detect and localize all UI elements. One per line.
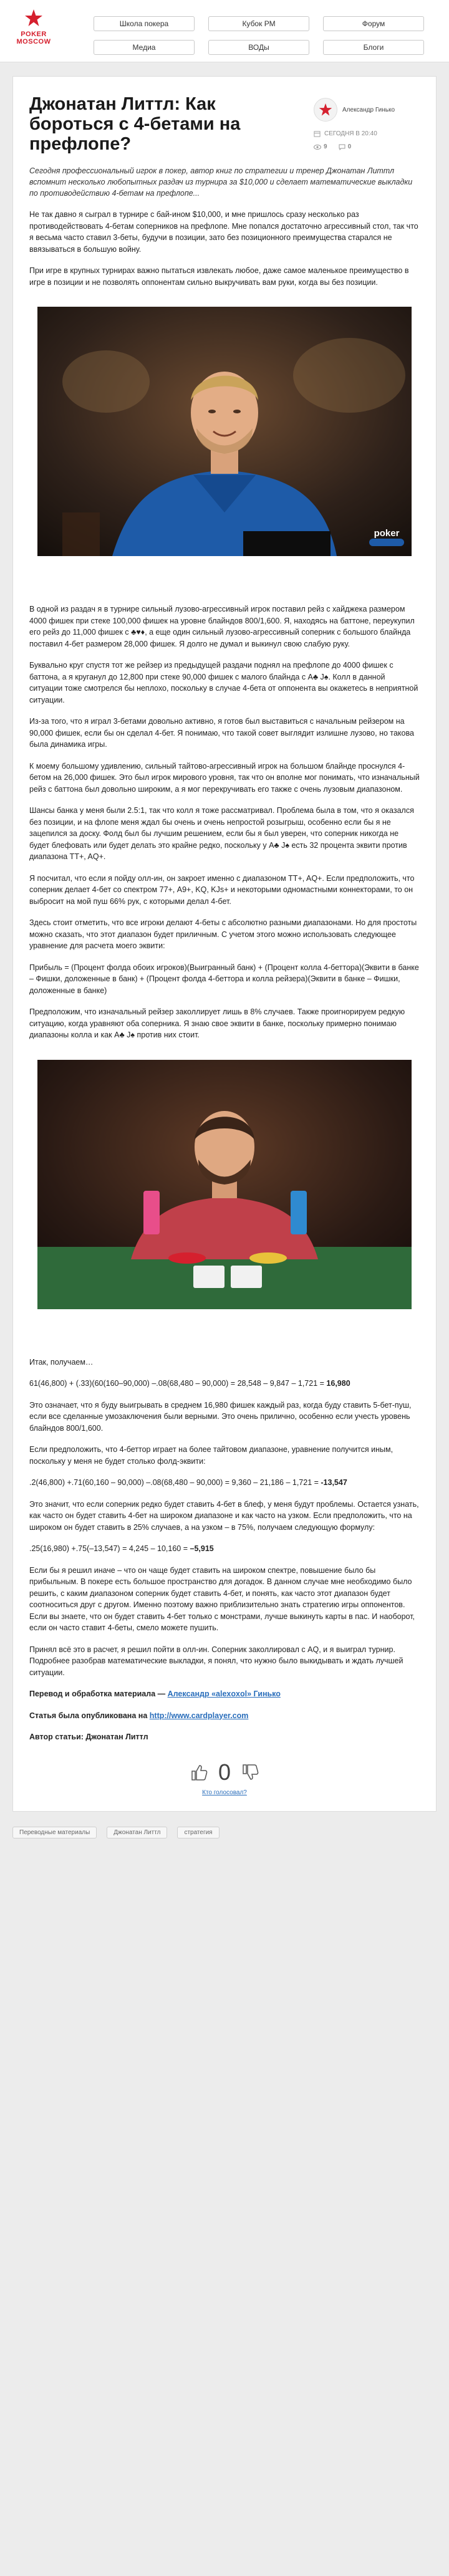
calendar-icon (314, 130, 321, 137)
credit-author: Автор статьи: Джонатан Литтл (29, 1733, 148, 1741)
formula-1-result: 16,980 (326, 1379, 350, 1388)
nav-cup[interactable]: Кубок РМ (208, 16, 309, 31)
cards-hand-4: A♣ J♠ (114, 1031, 135, 1039)
publish-date (314, 130, 420, 137)
nav-vods[interactable]: ВОДы (208, 40, 309, 55)
paragraph: К моему большому удивлению, сильный тайтово-агрессивный игрок на большом блайнде проснулся 4-бетом на 26,000 фишек. Это был игрок мирового уровня, так что он вполне мог понимать, что изначальный рейз с баттона был довольно широким, а я мог перекручивать его также с очень лузовым диапазоном. (29, 761, 420, 794)
main-nav (94, 16, 424, 55)
paragraph: Итак, получаем… (29, 1357, 94, 1367)
player-photo-1 (37, 307, 412, 556)
eye-icon (314, 145, 321, 150)
paragraph: Предположим, что изначальный рейзер заколлирует лишь в 8% случаев. Также проигнорируем редкую ситуацию, когда уравняют оба соперника. Я знаю свое эквити в банке, поскольку примерно понимаю диапазоны колла и как A♣ J♠ против них стоит. (29, 1007, 405, 1039)
translator-link[interactable]: Александр «alexoxol» Гинько (167, 1689, 281, 1698)
credit-translation: Перевод и обработка материала — Александр «alexoxol» Гинько (29, 1689, 281, 1698)
paragraph: Это означает, что я буду выигрывать в среднем 16,980 фишек каждый раз, когда буду ставить 5-бет-пуш, если все сделанные умозаключения были верными. Это очень прилично, особенно если учесть уровень блайндов 800/1,600. (29, 1400, 412, 1433)
article-header (29, 94, 420, 154)
formula-2-result: -13,547 (321, 1478, 347, 1487)
article-title: Джонатан Литтл: Как бороться с 4-бетами на префлопе? (29, 94, 241, 154)
tags-row (12, 1827, 437, 1848)
like-widget (29, 1759, 420, 1785)
badge-text: poker (374, 528, 400, 539)
article-card (12, 76, 437, 1812)
counters (314, 143, 420, 150)
paragraph: Я посчитал, что если я пойду олл-ин, он закроет именно с диапазоном TT+, AQ+. Если предположить, что соперник делает 4-бет со спектром 77+, A9+, KQ, KJs+ и некоторыми одномастными коннекторами, то он выбросит на мой пуш 66% рук, с которыми делал 4-бет. (29, 873, 415, 906)
tag-translations[interactable]: Переводные материалы (12, 1827, 97, 1838)
likes-count: 0 (218, 1759, 231, 1785)
formula-3: .25(16,980) +.75(–13,547) = 4,245 – 10,160 = –5,915 (29, 1544, 214, 1553)
credit-source: Статья была опубликована на http://www.cardplayer.com (29, 1711, 249, 1720)
player-photo-2 (37, 1060, 412, 1309)
formula-text: Прибыль = (Процент фолда обоих игроков)(Выигранный банк) + (Процент колла 4-беттора)(Эквити в банке – Фишки, доложенные в банк) + (Процент фолда 4-беттора и колла рейзера)(Эквити в банке – Фишки, доложенные в банке) (29, 963, 419, 995)
paragraph: Буквально круг спустя тот же рейзер из предыдущей раздачи поднял на префлопе до 4000 фишек с баттона, а я круганул до 12,800 при стеке 90,000 фишек с малого блайнда с A♣ J♠. Колл в данной ситуации тоже смотрелся бы неплохо, поскольку в случае 4-бета от оппонента вы окажетесь в неприятной ситуации. (29, 661, 418, 704)
nav-blogs[interactable]: Блоги (323, 40, 424, 55)
comments-counter[interactable] (339, 143, 352, 150)
cards-hand-1: ♣♥♦ (131, 628, 145, 637)
formula-1: 61(46,800) + (.33)(60(160–90,000) –.08(68,480 – 90,000) = 28,548 – 9,847 – 1,721 = 16,980 (29, 1379, 350, 1388)
tag-jonathan-little[interactable]: Джонатан Литтл (107, 1827, 167, 1838)
nav-forum[interactable]: Форум (323, 16, 424, 31)
paragraph: Принял всё это в расчет, я решил пойти в олл-ин. Соперник заколлировал с AQ, и я выиграл турнир. Подробнее разобрав математические выкладки, я понял, что нужно было выкидывать и ждать лучшей ситуации. (29, 1645, 403, 1677)
source-link[interactable]: http://www.cardplayer.com (149, 1711, 249, 1720)
paragraph: Это значит, что если соперник редко будет ставить 4-бет в блеф, у меня будут проблемы. Остается узнать, как часто он будет ставить 4-бет на широком диапазоне и как часто на узком. Если предположить, что на широком он будет ставить в 25% случаев, а на узком – в 75%, получаем следующую формулу: (29, 1499, 419, 1532)
avatar[interactable] (314, 98, 337, 122)
star-avatar-icon (319, 103, 332, 117)
article-photo-2 (37, 1060, 412, 1309)
author-name[interactable]: Александр Гинько (342, 106, 395, 113)
comments-count: 0 (347, 143, 352, 150)
star-logo-icon (24, 9, 43, 27)
paragraph: В одной из раздач я в турнире сильный лузово-агрессивный игрок поставил рейз с хайджека размером 4000 фишек при стеке 100,000 фишек на уровне блайндов 800/1,600. Я, находясь на баттоне, переукупил его рейз до 11,000 фишек с ♣♥♦, а еще один сильный лузово-агрессивный соперник с большого блайнда поставил 4-бет размером 28,000 фишек. Я долго не думал и выкинул свою слабую руку. (29, 605, 415, 648)
cards-hand-3: A♣ J♠ (269, 840, 289, 850)
top-header (0, 0, 449, 62)
comment-icon (339, 144, 345, 150)
views-counter (314, 143, 327, 150)
article-photo-1 (37, 307, 412, 556)
views-count: 9 (324, 143, 327, 150)
cards-hand-2: A♣ J♠ (307, 672, 329, 681)
poker-badge-logo (368, 526, 405, 547)
paragraph: Здесь стоит отметить, что все игроки делают 4-беты с абсолютно разными диапазонами. Но для простоты можно сказать, что этот диапазон будет приличным. С учетом этого можно использовать следующее уравнение для расчета моего эквити: (29, 918, 417, 950)
author-block[interactable] (314, 98, 420, 122)
thumbs-up-icon[interactable] (190, 1763, 208, 1782)
nav-media[interactable]: Медиа (94, 40, 195, 55)
logo-text-1: POKER (21, 31, 47, 38)
logo-text-2: MOSCOW (16, 38, 51, 46)
formula-3-result: –5,915 (190, 1544, 214, 1553)
paragraph: Не так давно я сыграл в турнире с бай-ином $10,000, и мне пришлось сразу несколько раз противодействовать 4-бетам соперников на префлопе. Мне попался достаточно агрессивный стол, так что я весьма часто ставил 3-беты, будучи в позиции, зато без позиционного преимущества старался не ввязываться в большую войну. (29, 210, 418, 254)
tag-strategy[interactable]: стратегия (177, 1827, 219, 1838)
article-lead: Сегодня профессиональный игрок в покер, автор книг по стратегии и тренер Джонатан Литтл вспомнит несколько любопытных раздач из турнира за $10,000 и сделает математические выкладки по противодействию 4-бетам на префлопе... (29, 166, 413, 198)
who-voted-link[interactable]: Кто голосовал? (202, 1789, 247, 1796)
formula-2: .2(46,800) +.71(60,160 – 90,000) –.08(68,480 – 90,000) = 9,360 – 21,186 – 1,721 = -13,547 (29, 1478, 347, 1487)
paragraph: Шансы банка у меня были 2.5:1, так что колл я тоже рассматривал. Проблема была в том, что я оказался без позиции, и на флопе меня ждал бы очень и очень непростой розыгрыш, особенно если бы я не зацепился за доску. Фолд был бы лучшим решением, если бы я был уверен, что соперник никогда не будет блефовать или будет делать это крайне редко, поскольку у A♣ J♠ есть 32 процента эквити против диапазона TT+, AQ+. (29, 806, 414, 861)
nav-poker-school[interactable]: Школа покера (94, 16, 195, 31)
site-logo[interactable] (14, 9, 54, 46)
paragraph: Из-за того, что я играл 3-бетами довольно активно, я готов был выставиться с начальным рейзером на 90,000 фишек, если бы он сделал 4-бет. Я понимаю, что такой совет выглядит излишне лузово, но такова была динамика игры. (29, 717, 414, 749)
paragraph: При игре в крупных турнирах важно пытаться извлекать любое, даже самое маленькое преимущество в игре в позиции и не позволять оппонентам сильно выкручивать вам руки, когда вы без позиции. (29, 266, 409, 287)
thumbs-down-icon[interactable] (241, 1763, 259, 1782)
paragraph: Если предположить, что 4-беттор играет на более тайтовом диапазоне, уравнение получится иным, поскольку у меня не будет столько фолд-эквити: (29, 1445, 393, 1466)
article-meta (314, 94, 420, 154)
paragraph: Если бы я решил иначе – что он чаще будет ставить на широком спектре, повышение было бы прибыльным. В покере есть большое пространство для догадок. В данном случае мне необходимо было решить, с каким диапазоном соперник будет ставить 4-бет, и понять, как часто этот диапазон будет соотноситься друг с другом. Именно поэтому важно приблизительно знать стратегию игры оппонентов. Если вы знаете, что он будет ставить 4-бет только с монстрами, лучше выкинуть карты в пас. И наоборот, если он часто ставит 4-беты, смело можете пушить. (29, 1565, 415, 1632)
date-text: СЕГОДНЯ В 20:40 (324, 130, 377, 137)
